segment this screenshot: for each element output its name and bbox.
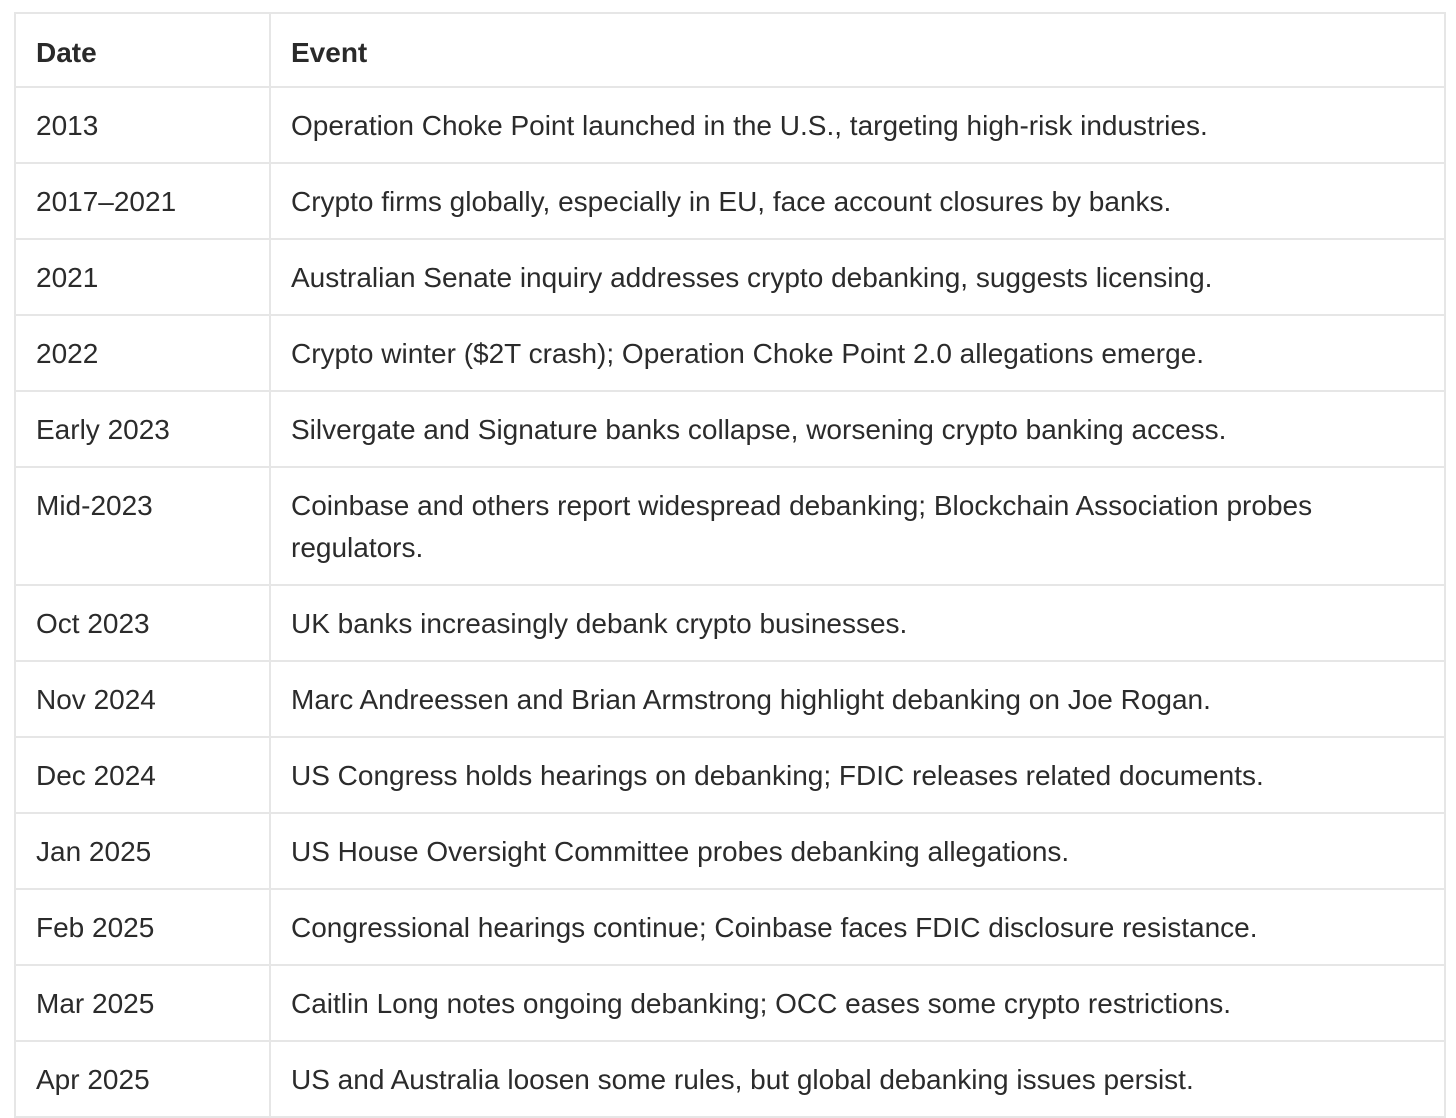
date-cell: 2022 xyxy=(15,315,270,391)
table-row xyxy=(15,585,1445,661)
table-row xyxy=(15,467,1445,585)
event-cell: US House Oversight Committee probes debanking allegations. xyxy=(270,813,1445,889)
timeline-table-container xyxy=(14,12,1444,1118)
table-row xyxy=(15,87,1445,163)
table-row xyxy=(15,239,1445,315)
date-cell: Mar 2025 xyxy=(15,965,270,1041)
date-cell: Mid-2023 xyxy=(15,467,270,585)
date-cell: Dec 2024 xyxy=(15,737,270,813)
table-row xyxy=(15,737,1445,813)
column-header-event: Event xyxy=(270,13,1445,87)
table-row xyxy=(15,315,1445,391)
date-cell: Jan 2025 xyxy=(15,813,270,889)
date-cell: 2021 xyxy=(15,239,270,315)
table-row xyxy=(15,391,1445,467)
event-cell: US Congress holds hearings on debanking; FDIC releases related documents. xyxy=(270,737,1445,813)
date-cell: Apr 2025 xyxy=(15,1041,270,1117)
event-cell: Caitlin Long notes ongoing debanking; OCC eases some crypto restrictions. xyxy=(270,965,1445,1041)
table-header-row xyxy=(15,13,1445,87)
event-cell: Marc Andreessen and Brian Armstrong highlight debanking on Joe Rogan. xyxy=(270,661,1445,737)
event-cell: Congressional hearings continue; Coinbase faces FDIC disclosure resistance. xyxy=(270,889,1445,965)
event-cell: Crypto winter ($2T crash); Operation Choke Point 2.0 allegations emerge. xyxy=(270,315,1445,391)
event-cell: US and Australia loosen some rules, but global debanking issues persist. xyxy=(270,1041,1445,1117)
table-row xyxy=(15,965,1445,1041)
date-cell: Nov 2024 xyxy=(15,661,270,737)
date-cell: Early 2023 xyxy=(15,391,270,467)
column-header-date: Date xyxy=(15,13,270,87)
table-row xyxy=(15,163,1445,239)
table-row xyxy=(15,1041,1445,1117)
date-cell: Oct 2023 xyxy=(15,585,270,661)
date-cell: 2017–2021 xyxy=(15,163,270,239)
event-cell: UK banks increasingly debank crypto businesses. xyxy=(270,585,1445,661)
event-cell: Silvergate and Signature banks collapse, worsening crypto banking access. xyxy=(270,391,1445,467)
event-cell: Crypto firms globally, especially in EU, face account closures by banks. xyxy=(270,163,1445,239)
event-cell: Coinbase and others report widespread debanking; Blockchain Association probes regulators. xyxy=(270,467,1445,585)
table-row xyxy=(15,813,1445,889)
event-cell: Operation Choke Point launched in the U.S., targeting high-risk industries. xyxy=(270,87,1445,163)
timeline-table xyxy=(14,12,1446,1118)
date-cell: Feb 2025 xyxy=(15,889,270,965)
table-row xyxy=(15,661,1445,737)
table-row xyxy=(15,889,1445,965)
event-cell: Australian Senate inquiry addresses crypto debanking, suggests licensing. xyxy=(270,239,1445,315)
date-cell: 2013 xyxy=(15,87,270,163)
